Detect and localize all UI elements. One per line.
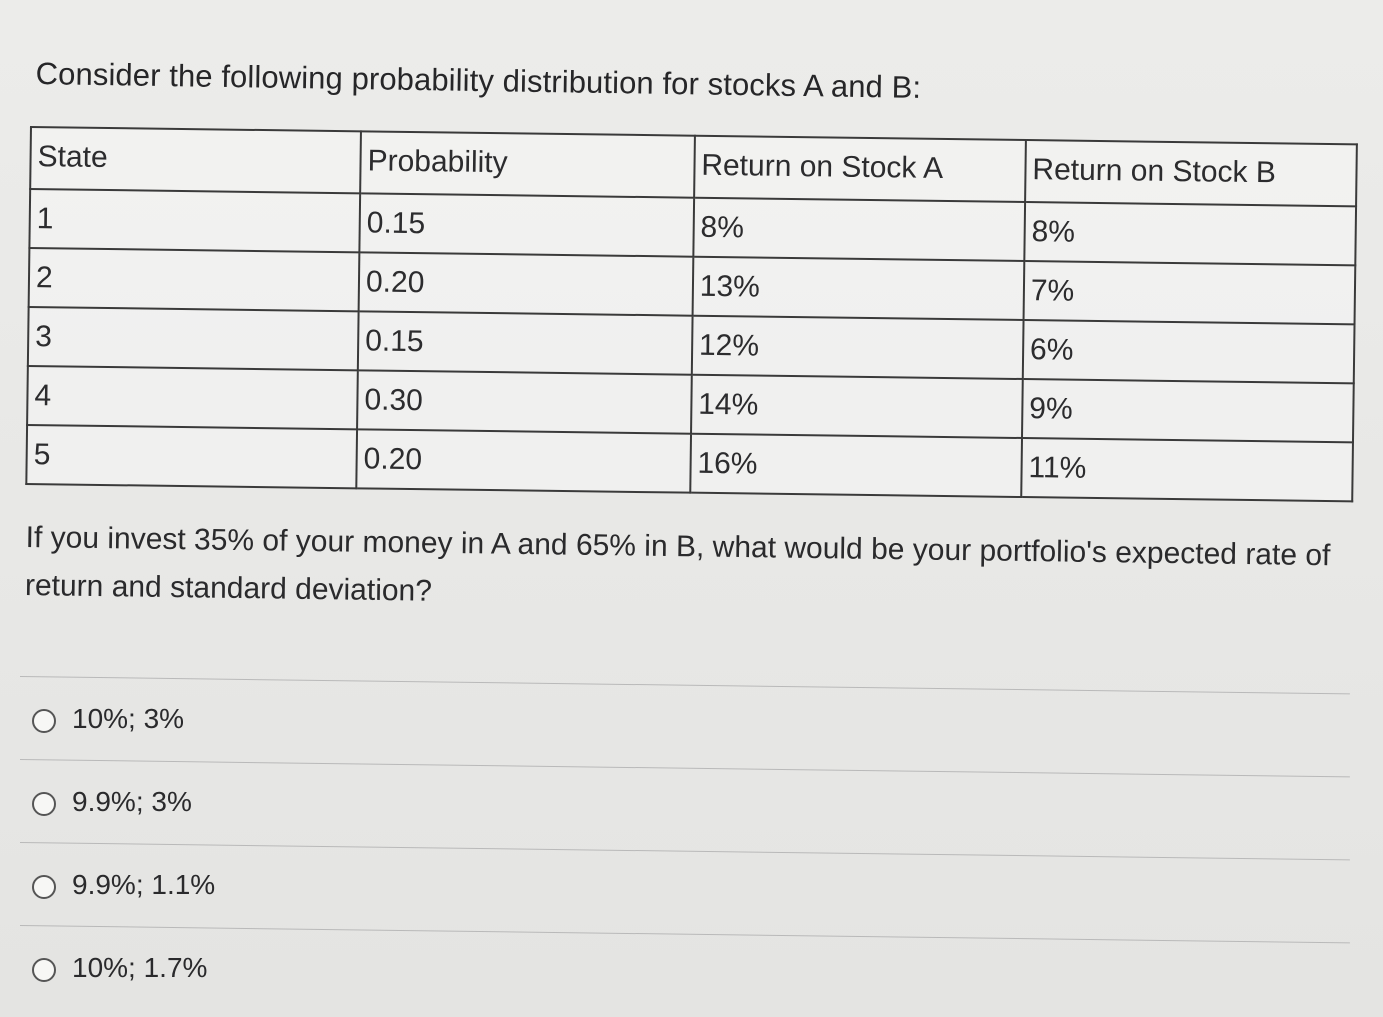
cell-return-a: 14%: [691, 375, 1023, 438]
cell-return-a: 13%: [692, 257, 1024, 320]
cell-state: 1: [29, 189, 360, 252]
cell-return-b: 7%: [1023, 261, 1355, 324]
header-probability: Probability: [360, 131, 695, 197]
cell-probability: 0.20: [359, 252, 694, 315]
cell-state: 4: [27, 366, 358, 429]
answer-option-2[interactable]: [20, 760, 1350, 842]
cell-return-a: 12%: [692, 316, 1024, 379]
cell-return-a: 8%: [693, 198, 1025, 261]
header-state: State: [30, 127, 361, 193]
radio-button-icon[interactable]: [32, 709, 56, 733]
option-label[interactable]: 10%; 3%: [72, 703, 185, 734]
header-return-b: Return on Stock B: [1025, 140, 1357, 206]
option-label[interactable]: 9.9%; 1.1%: [72, 869, 216, 900]
cell-probability: 0.30: [357, 370, 692, 433]
distribution-table: [25, 126, 1358, 502]
intro-text: Consider the following probability distribution for stocks A and B:: [35, 56, 922, 105]
option-label[interactable]: 9.9%; 3%: [72, 786, 192, 817]
radio-button-icon[interactable]: [32, 875, 56, 899]
cell-return-b: 11%: [1021, 438, 1353, 501]
radio-button-icon[interactable]: [32, 958, 56, 982]
answer-option-3[interactable]: [20, 843, 1350, 925]
answer-options: [20, 676, 1350, 1008]
cell-return-b: 9%: [1022, 379, 1354, 442]
cell-state: 5: [26, 425, 357, 488]
cell-return-b: 6%: [1023, 320, 1355, 383]
cell-state: 2: [29, 248, 360, 311]
cell-probability: 0.15: [359, 193, 694, 256]
option-label[interactable]: 10%; 1.7%: [72, 952, 208, 983]
question-text: If you invest 35% of your money in A and 65% in B, what would be your portfolio's expected rate of return and standard deviation?: [24, 520, 1331, 608]
answer-option-4[interactable]: [20, 926, 1350, 1008]
cell-state: 3: [28, 307, 359, 370]
distribution-table-wrapper: [25, 126, 1360, 502]
header-return-a: Return on Stock A: [694, 136, 1026, 202]
radio-button-icon[interactable]: [32, 792, 56, 816]
answer-option-1[interactable]: [20, 677, 1350, 759]
cell-probability: 0.20: [356, 429, 691, 492]
cell-return-b: 8%: [1024, 202, 1356, 265]
cell-return-a: 16%: [690, 434, 1022, 497]
cell-probability: 0.15: [358, 311, 693, 374]
